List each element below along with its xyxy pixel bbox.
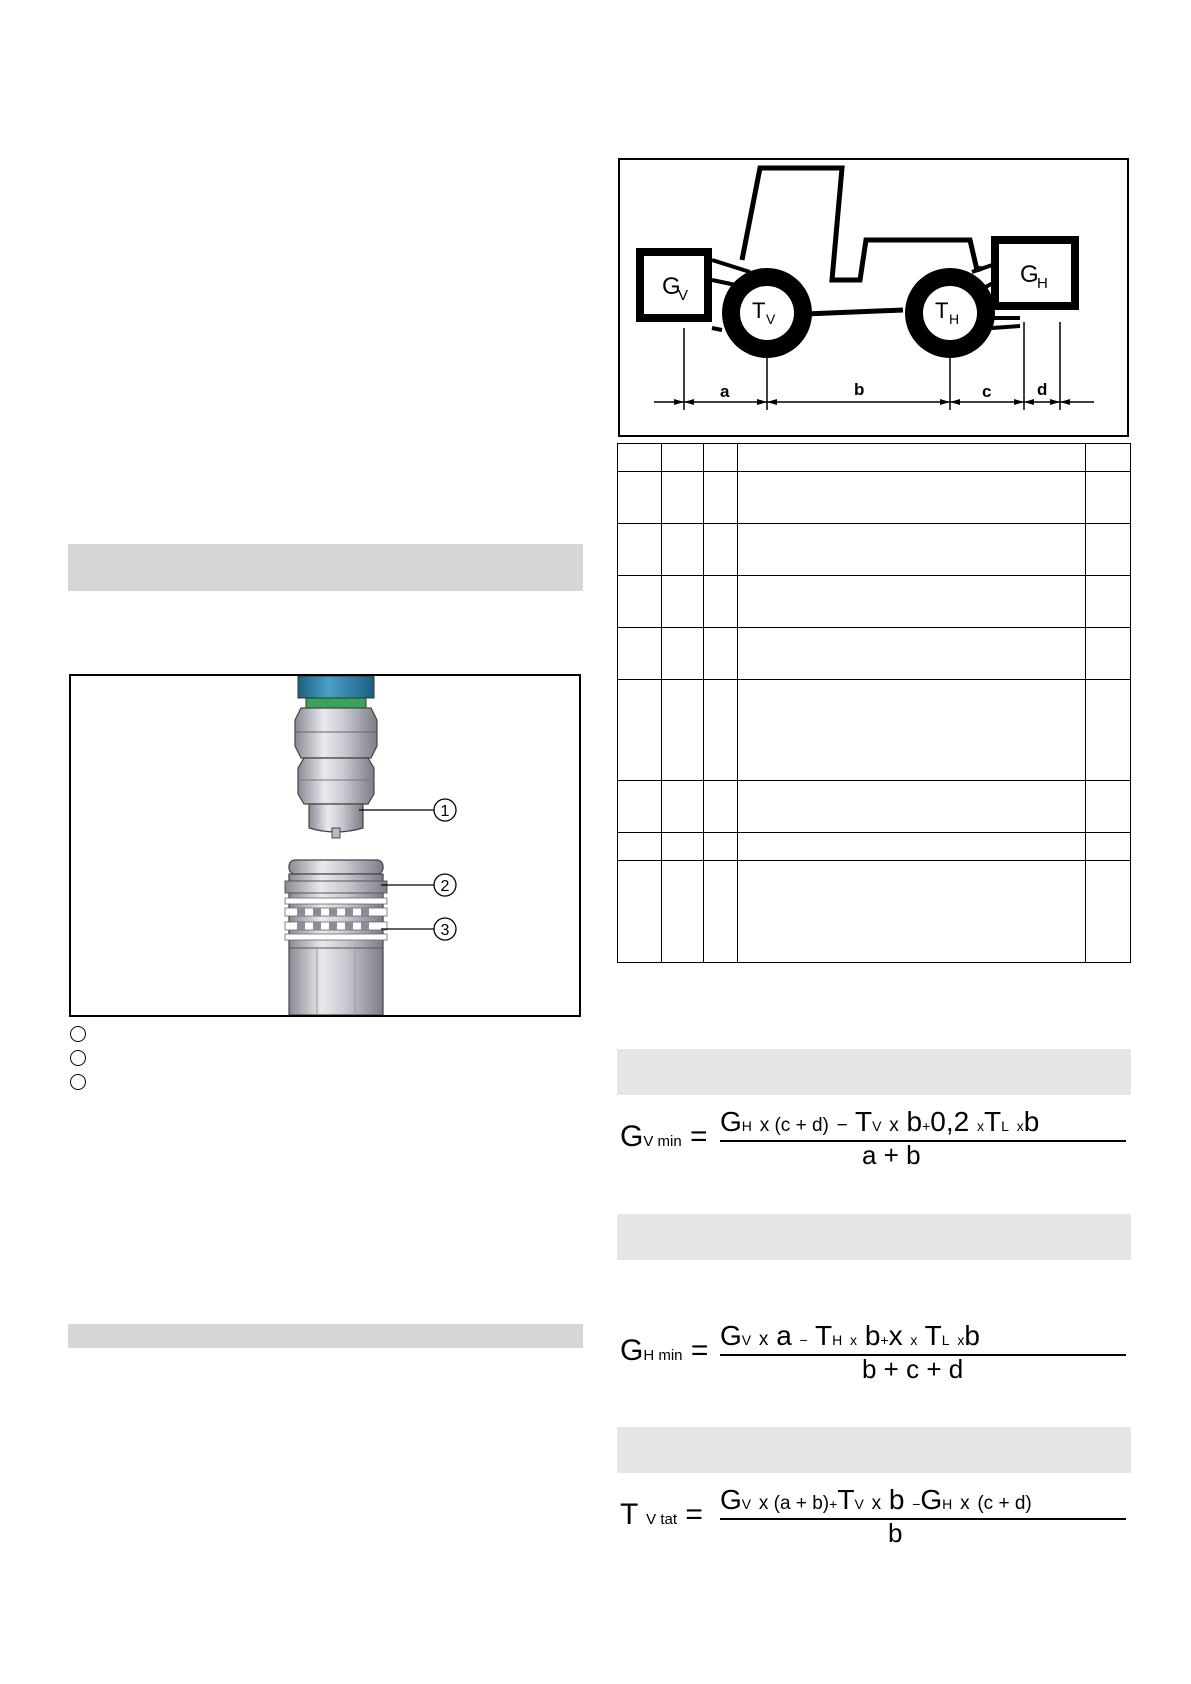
table-row [618,861,1131,963]
coupling-figure [69,674,581,1017]
formula-numerator: GV x a − TH x b+x x TL xb [720,1320,980,1351]
formula-numerator: GH x (c + d) − TV x b+0,2 xTL xb [720,1106,1040,1137]
legend-marker-1 [70,1026,86,1042]
rear-axle-label: T [935,298,949,323]
rear-axle-sub: H [949,311,960,327]
formula-denominator: a + b [862,1140,921,1170]
formula-gh-min [620,1320,1130,1390]
section-heading-bar-3 [617,1049,1131,1095]
section-heading-bar-2 [68,1324,583,1348]
tractor-ballast-diagram [618,158,1129,437]
table-row [618,628,1131,680]
tractor-drawing [620,160,1127,435]
coupling-socket [285,860,387,1015]
formula-denominator: b + c + d [862,1354,964,1384]
rear-weight-sub: H [1037,275,1048,292]
formula-equals: = [690,1120,708,1153]
coupling-plug [295,676,377,838]
dimension-a: a [720,382,730,401]
front-weight-label: G [662,273,681,300]
section-heading-bar-1 [68,544,583,591]
callout-3: 3 [440,922,450,939]
section-heading-bar-4 [617,1214,1131,1260]
formula-equals: = [685,1498,703,1531]
formula-lhs: G [620,1334,644,1367]
table-row [618,576,1131,628]
section-heading-bar-5 [617,1427,1131,1473]
table-row [618,524,1131,576]
formula-numerator: GV x (a + b)+TV x b −GH x (c + d) [720,1484,1032,1515]
legend-marker-3 [70,1074,86,1090]
callout-1: 1 [440,803,450,820]
legend-marker-2 [70,1050,86,1066]
table-row [618,833,1131,861]
formula-gv-min [620,1106,1130,1176]
front-axle-sub: V [766,311,776,327]
table-row [618,444,1131,472]
dimension-c: c [982,382,992,401]
table-row [618,472,1131,524]
formula-lhs-sub: V min [643,1133,682,1150]
callout-2: 2 [440,878,450,895]
dimension-d: d [1037,380,1048,399]
formula-lhs: T [620,1498,638,1531]
table-row [618,680,1131,781]
front-weight-sub: V [678,287,689,304]
formula-lhs-sub: H min [643,1347,683,1364]
formula-tv-tat [620,1484,1130,1554]
formula-lhs-sub: V tat [646,1511,677,1528]
front-axle-label: T [752,298,766,323]
formula-denominator: b [888,1518,903,1548]
coupling-drawing [71,676,579,1015]
rear-weight-label: G [1020,261,1039,288]
table-row [618,781,1131,833]
dimension-b: b [854,380,865,399]
formula-equals: = [690,1334,709,1367]
ballast-data-table [617,443,1131,963]
formula-lhs: G [620,1120,644,1153]
